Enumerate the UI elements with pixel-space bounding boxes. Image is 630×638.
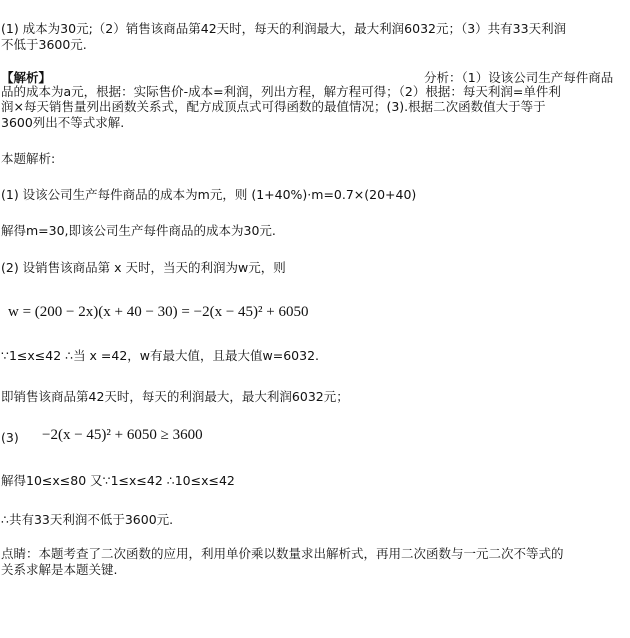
solution-part1: (1) 设该公司生产每件商品的成本为m元，则 (1+40%)·m=0.7×(20+40) [1,187,417,202]
analysis-label: 【解析】 [1,70,52,85]
inequality-formula: −2(x − 45)² + 6050 ≥ 3600 [42,427,203,443]
solution-part2-conclusion: 即销售该商品第42天时，每天的利润最大，最大利润6032元； [1,389,349,404]
solution-part2: (2) 设销售该商品第 x 天时，当天的利润为w元，则 [1,260,286,275]
comment-line-1: 点睛：本题考查了二次函数的应用，利用单价乘以数量求出解析式，再用二次函数与一元二次不等式的 [1,546,564,561]
comment-line-2: 关系求解是本题关键. [1,562,118,577]
solution-part1-result: 解得m=30,即该公司生产每件商品的成本为30元. [1,223,276,238]
profit-formula: w = (200 − 2x)(x + 40 − 30) = −2(x − 45)² + 6050 [8,304,309,320]
analysis-line-3: 3600列出不等式求解. [1,115,125,130]
analysis-line-2: 润×每天销售量列出函数关系式，配方成顶点式可得函数的最值情况；(3).根据二次函数值大于等于 [1,99,546,114]
solution-max-condition: ∵1≤x≤42 ∴当 x =42，w有最大值，且最大值w=6032. [1,348,320,363]
answer-line-2: 不低于3600元. [1,37,87,52]
solution-part3-label: (3) [1,430,19,445]
analysis-line-1: 品的成本为a元，根据：实际售价-成本=利润，列出方程，解方程可得；（2）根据：每天利润=单件利 [1,84,561,99]
analysis-header-right: 分析：（1）设该公司生产每件商品 [424,70,614,85]
solution-title: 本题解析: [1,151,56,166]
solution-inequality-result: 解得10≤x≤80 又∵1≤x≤42 ∴10≤x≤42 [1,473,235,488]
answer-line-1: (1) 成本为30元;（2）销售该商品第42天时，每天的利润最大，最大利润6032元；（3）共有33天利润 [1,21,567,36]
solution-final: ∴共有33天利润不低于3600元. [1,512,174,527]
